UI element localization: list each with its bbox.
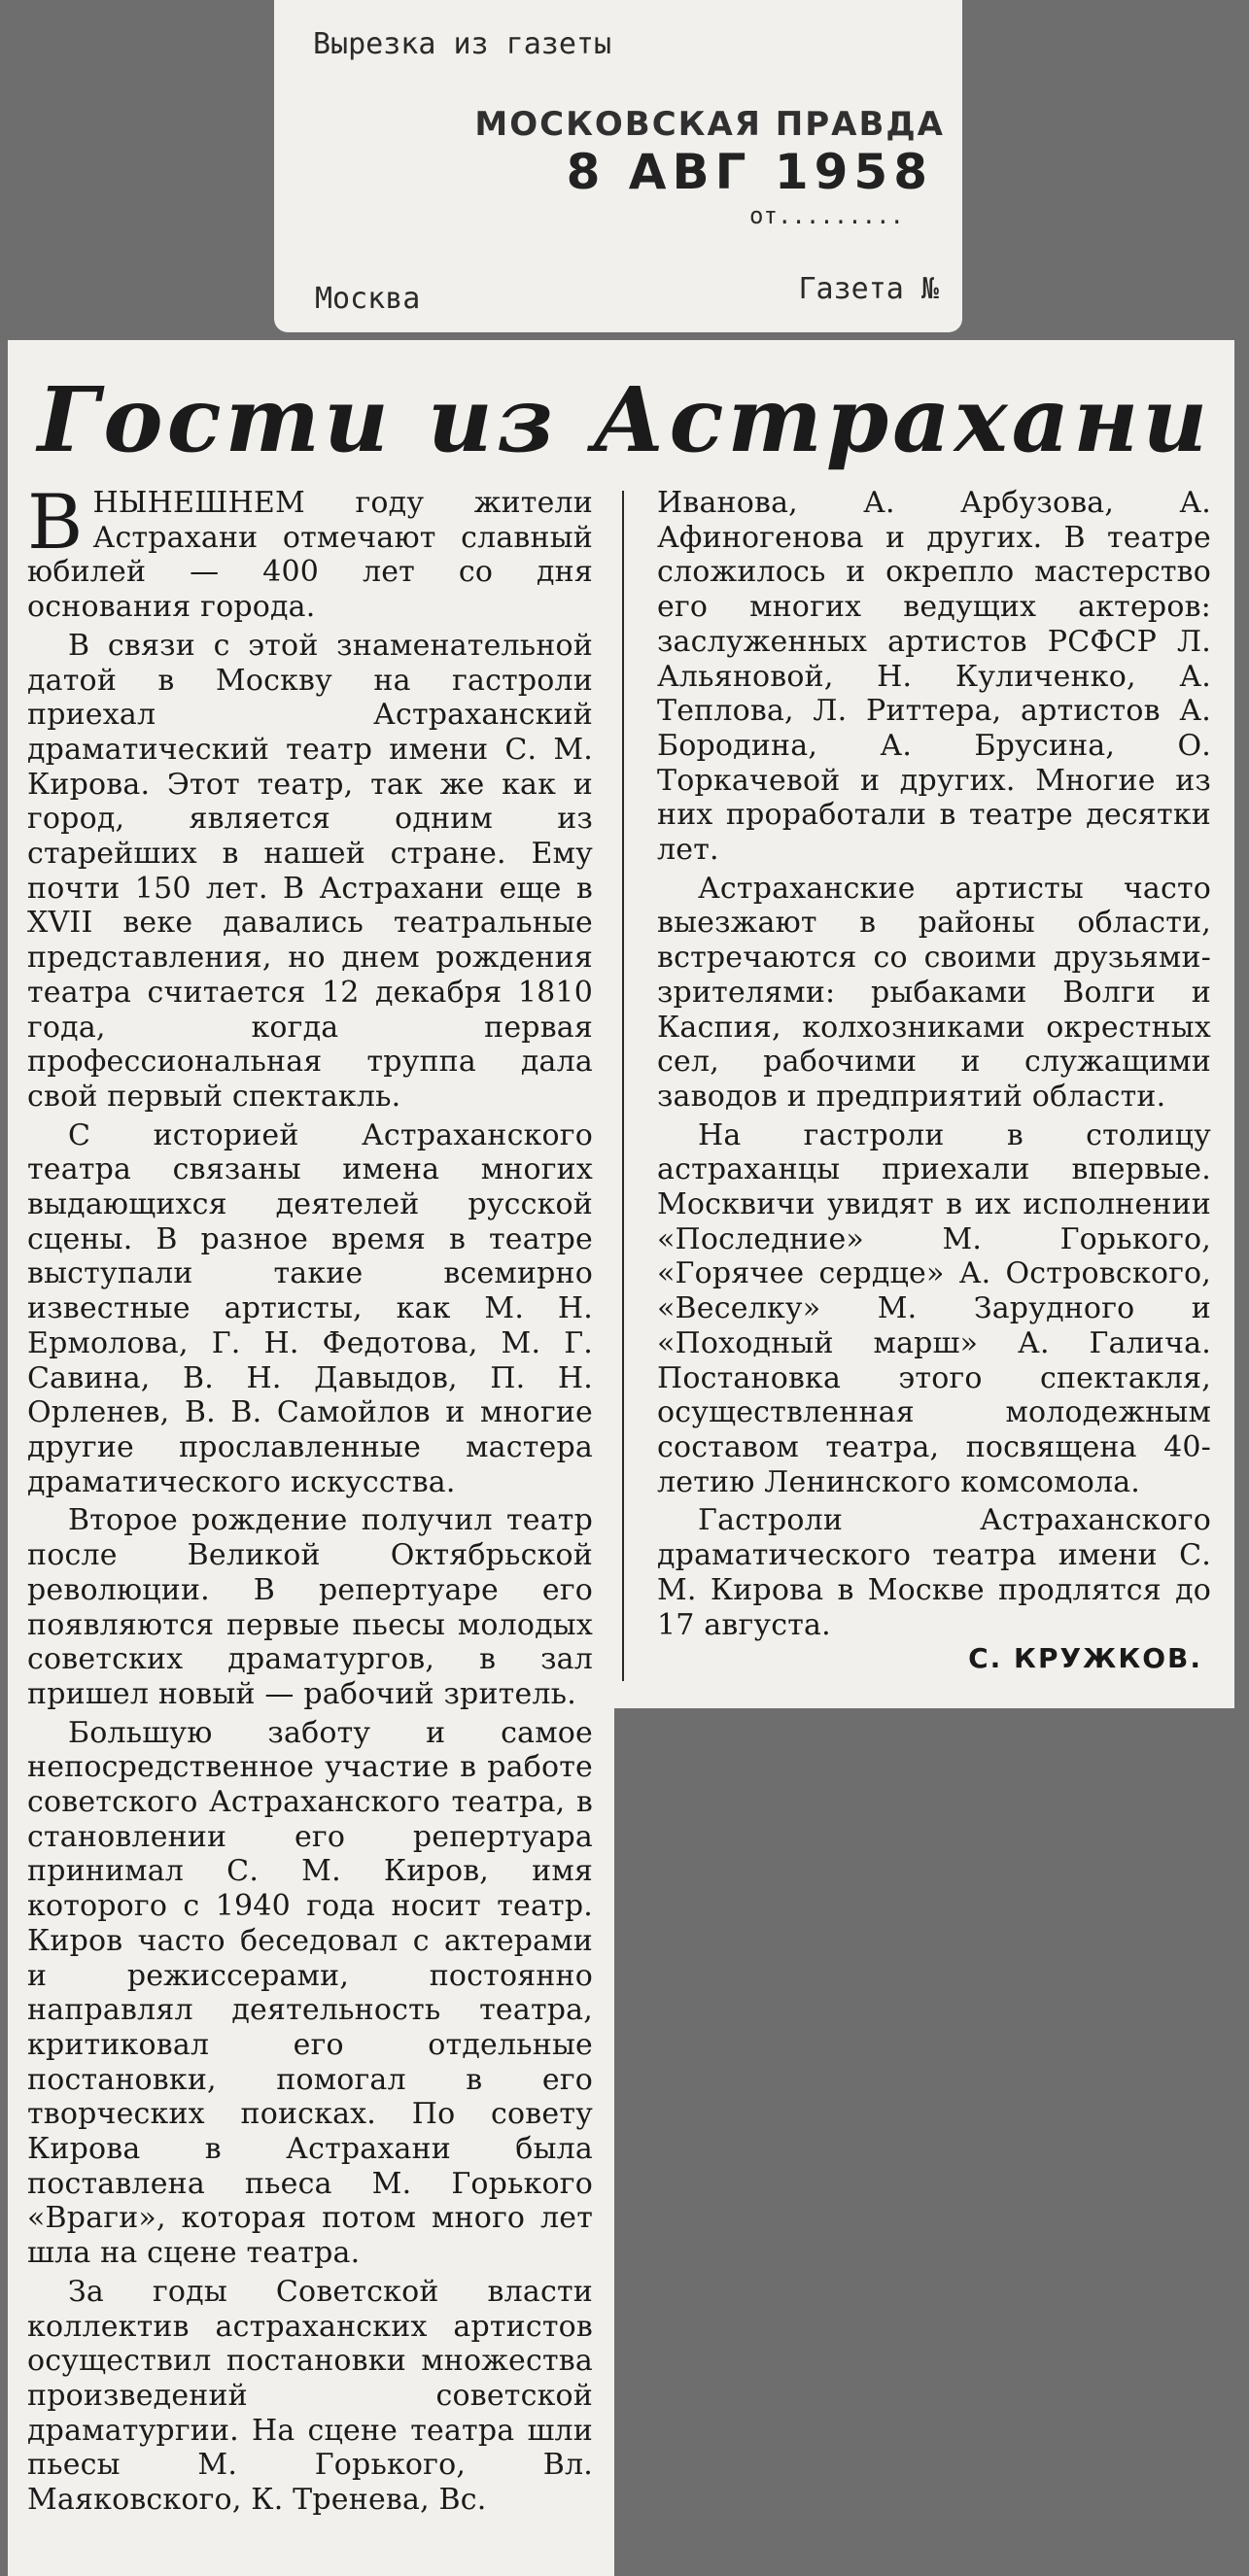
issue-label: Газета № — [798, 272, 939, 306]
author-signature: С. КРУЖКОВ. — [968, 1642, 1202, 1674]
paragraph: ВНЫНЕШНЕМ году жители Астрахани отмечают славный юбилей — 400 лет со дня основания города. — [27, 479, 593, 625]
column-divider — [622, 491, 624, 1681]
article-column-right — [657, 486, 1211, 1646]
clipping-header-slip — [274, 0, 962, 332]
article-headline: Гости из Астрахани — [37, 367, 1212, 472]
newspaper-name: МОСКОВСКАЯ ПРАВДА — [474, 105, 945, 144]
city-label: Москва — [315, 282, 421, 316]
paragraph: Иванова, А. Арбузова, А. Афиногенова и других. В театре сложилось и окрепло мастерство его многих ведущих актеров: заслуженных артистов РСФСР Л. Альяновой, Н. Куличенко, А. Теплова, Л. Риттера, артистов А. Бородина, А. Брусина, О. Торкачевой и других. Многие из них проработали в театре десятки лет. — [657, 486, 1211, 868]
paragraph: С историей Астраханского театра связаны имена многих выдающихся деятелей русской сцены. В разное время в театре выступали такие всемирно известные артисты, как М. Н. Ермолова, Г. Н. Федотова, М. Г. Савина, В. Н. Давыдов, П. Н. Орленев, В. В. Самойлов и многие другие прославленные мастера драматического искусства. — [27, 1117, 593, 1499]
torn-corner — [0, 0, 49, 58]
paragraph: Второе рождение получил театр после Великой Октябрьской революции. В репертуаре его появляются первые пьесы молодых советских драматургов, в зал пришел новый — рабочий зритель. — [27, 1503, 593, 1711]
drop-cap: В — [27, 479, 84, 567]
paragraph: За годы Советской власти коллектив астраханских артистов осуществил постановки множества произведений советской драматургии. На сцене театра шли пьесы М. Горького, Вл. Маяковского, К. Тренева, Вс. — [27, 2274, 593, 2518]
from-label: от......... — [749, 202, 904, 229]
article-column-left — [27, 479, 593, 2522]
paragraph: В связи с этой знаменательной датой в Москву на гастроли приехал Астраханский драматический театр имени С. М. Кирова. Этот театр, так же как и город, является одним из старейших в нашей стране. Ему почти 150 лет. В Астрахани еще в XVII веке давались театральные представления, но днем рождения театра считается 12 декабря 1810 года, когда первая профессиональная труппа дала свой первый спектакль. — [27, 628, 593, 1114]
paragraph: Гастроли Астраханского драматического театра имени С. М. Кирова в Москве продлятся до 17 августа. — [657, 1503, 1211, 1642]
paragraph: На гастроли в столицу астраханцы приехали впервые. Москвичи увидят в их исполнении «Последние» М. Горького, «Горячее сердце» А. Островского, «Веселку» М. Зарудного и «Походный марш» А. Галича. Постановка этого спектакля, осуществленная молодежным составом театра, посвящена 40-летию Ленинского комсомола. — [657, 1117, 1211, 1499]
date-stamp: 8 АВГ 1958 — [566, 144, 933, 200]
paragraph: Астраханские артисты часто выезжают в районы области, встречаются со своими друзьями-зрителями: рыбаками Волги и Каспия, колхозниками окрестных сел, рабочими и служащими заводов и предприятий области. — [657, 871, 1211, 1114]
paragraph: Большую заботу и самое непосредственное участие в работе советского Астраханского театра, в становлении его репертуара принимал С. М. Киров, имя которого с 1940 года носит театр. Киров часто беседовал с актерами и режиссерами, постоянно направлял деятельность театра, критиковал его отдельные постановки, помогал в его творческих поисках. По совету Кирова в Астрахани была поставлена пьеса М. Горького «Враги», которая потом много лет шла на сцене театра. — [27, 1715, 593, 2271]
clipping-label: Вырезка из газеты — [313, 27, 612, 61]
